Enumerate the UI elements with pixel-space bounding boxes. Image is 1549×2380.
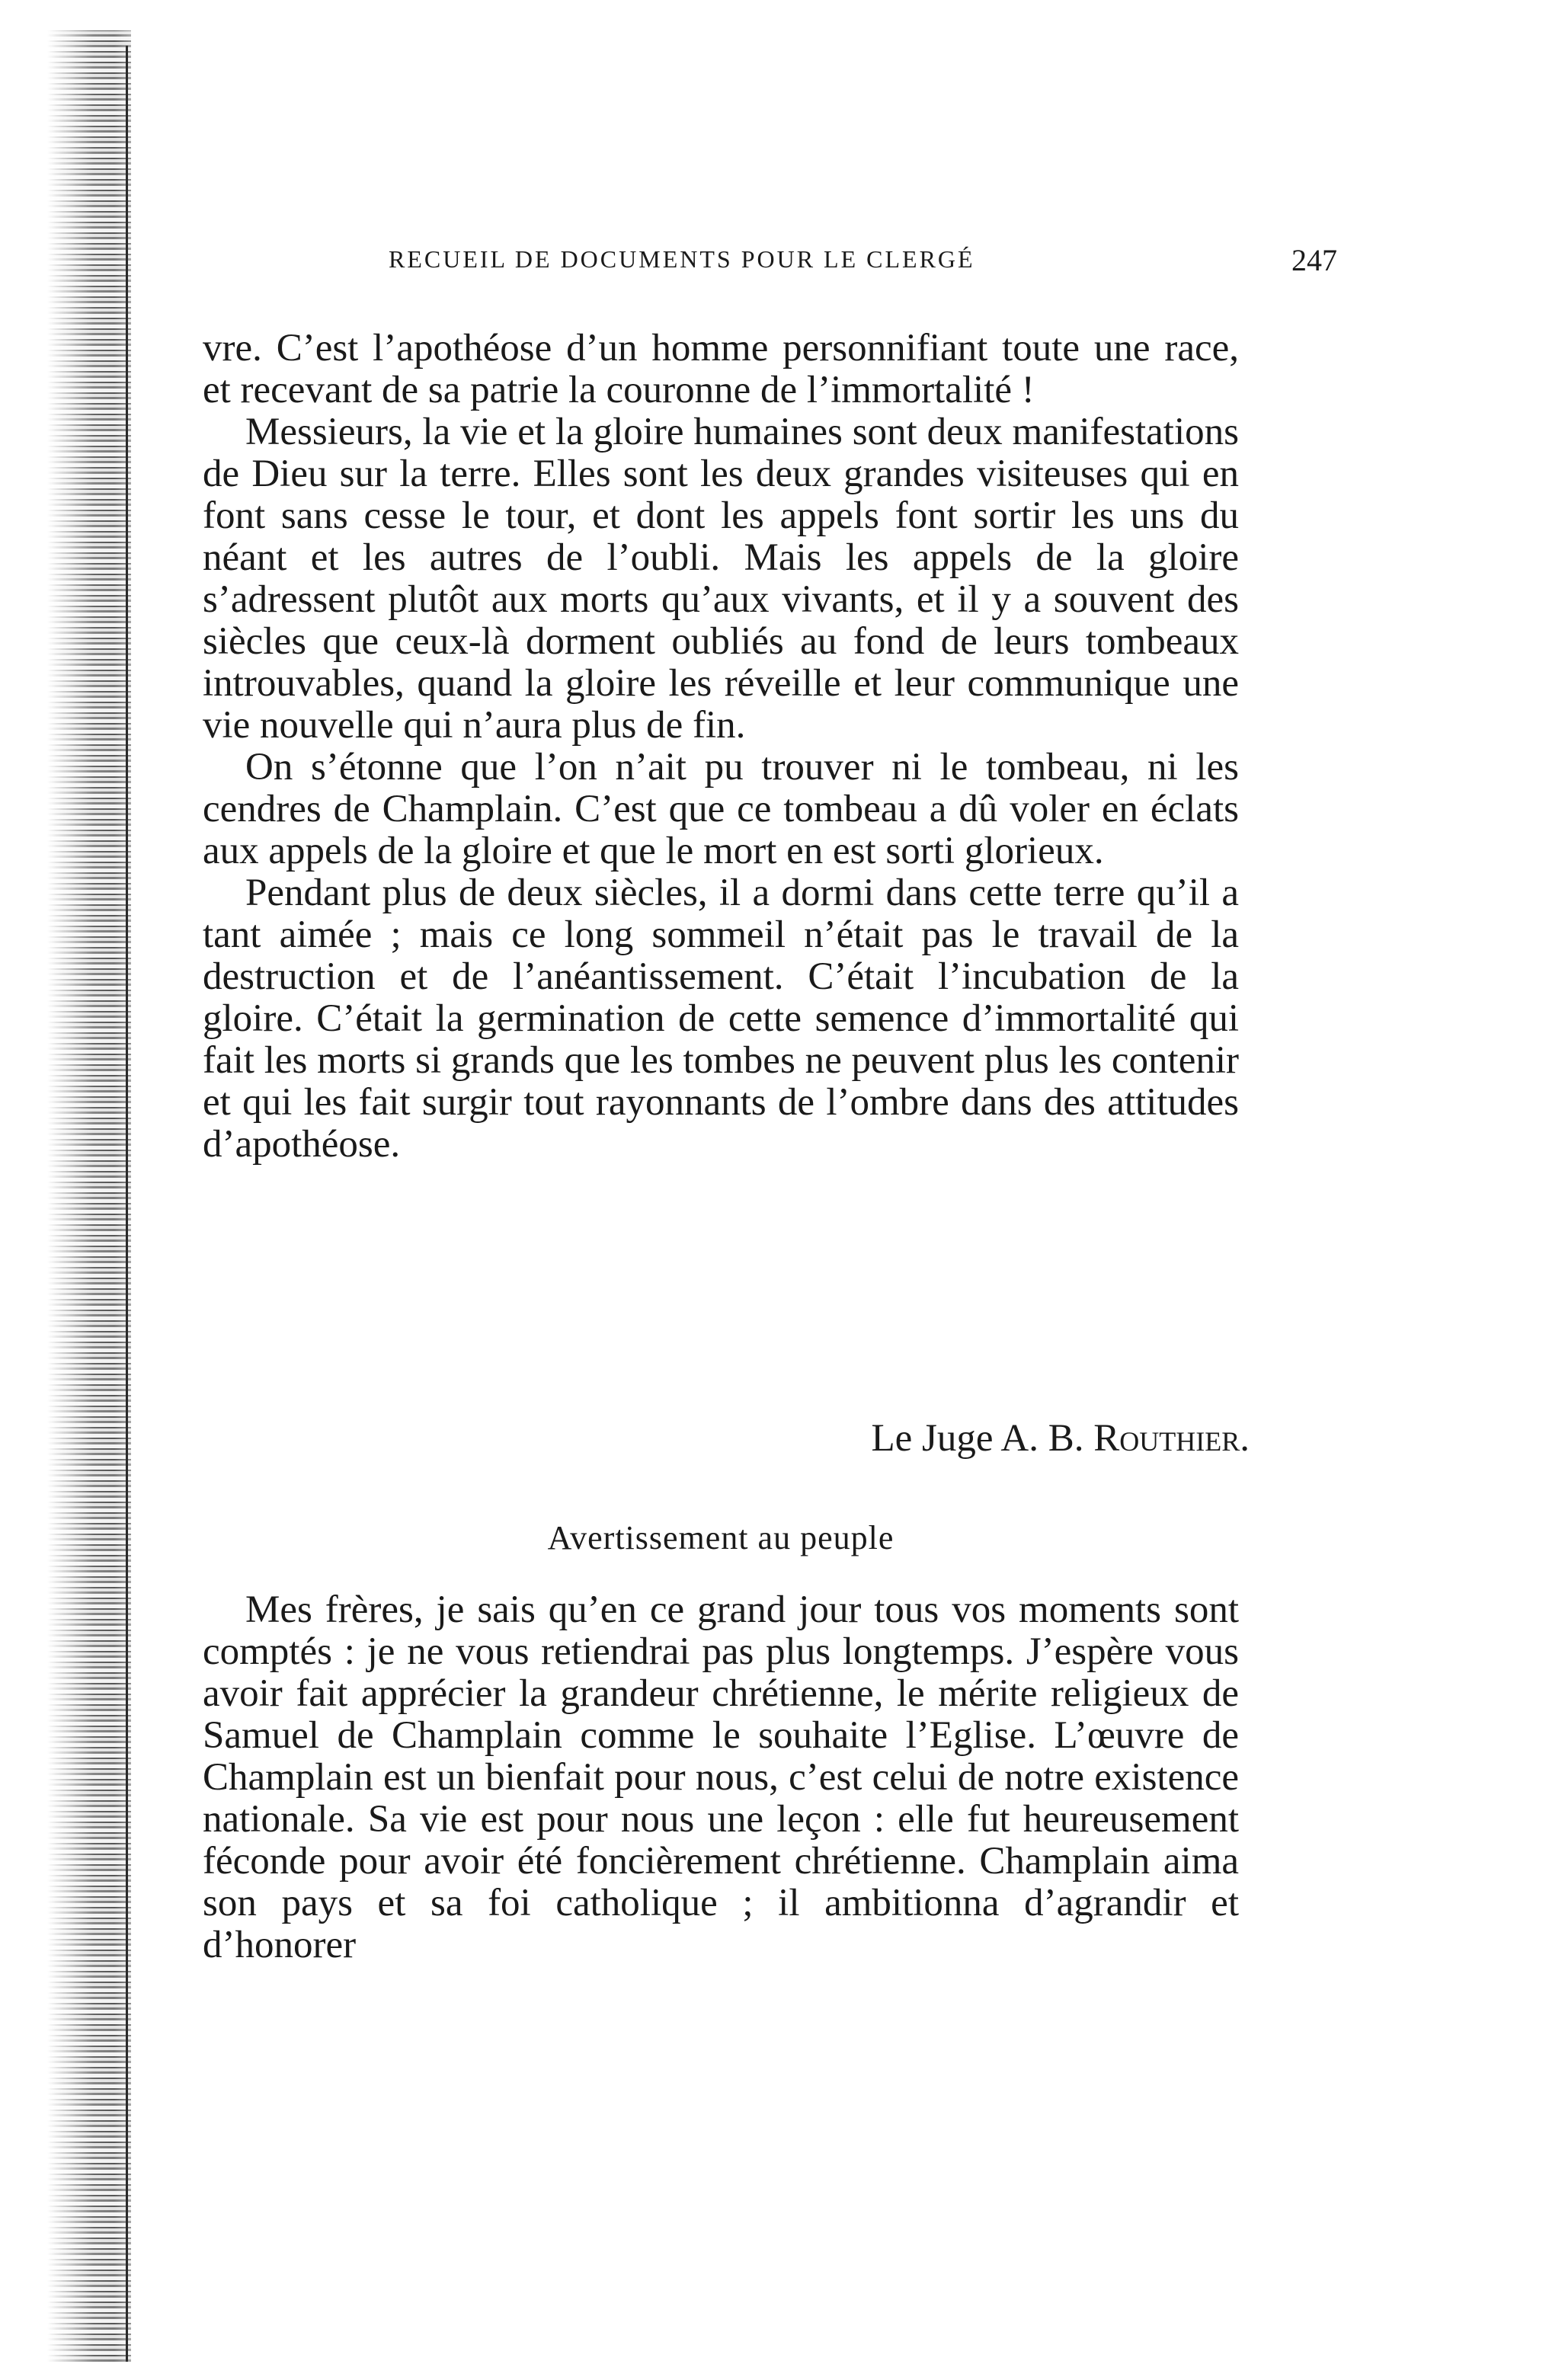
paragraph: Pendant plus de deux siècles, il a dormi dans cette terre qu’il a tant aimée ; mais ce long sommeil n’était pas le travail de la destruction et de l’anéantissement. C’était l’incubation de la gloire. C’était la germination de cette semence d’immortalité qui fait les morts si grands que les tombes ne peuvent plus les contenir et qui les fait surgir tout rayonnants de l’ombre dans des attitudes d’apothéose. <box>203 872 1239 1166</box>
paragraph-continuation: vre. C’est l’apothéose d’un homme personnifiant toute une race, et recevant de sa patrie la couronne de l’immortalité ! <box>203 327 1239 411</box>
signature-prefix: Le Juge A. B. <box>871 1417 1084 1460</box>
paragraph: Mes frères, je sais qu’en ce grand jour tous vos moments sont comptés : je ne vous retiendrai pas plus longtemps. J’espère vous avoir fait apprécier la grandeur chrétienne, le mérite religieux de Samuel de Champlain comme le souhaite l’Eglise. L’œuvre de Champlain est un bienfait pour nous, c’est celui de notre existence nationale. Sa vie est pour nous une leçon : elle fut heureusement féconde pour avoir été foncièrement chrétienne. Champlain aima son pays et sa foi catholique ; il ambitionna d’agrandir et d’honorer <box>203 1588 1239 1966</box>
signature-name: Routhier. <box>1093 1417 1250 1460</box>
section-heading: Avertissement au peuple <box>547 1519 895 1556</box>
paragraph: On s’étonne que l’on n’ait pu trouver ni le tombeau, ni les cendres de Champlain. C’est que ce tombeau a dû voler en éclats aux appels de la gloire et que le mort en est sorti glorieux. <box>203 746 1239 872</box>
page-number: 247 <box>1291 243 1337 277</box>
signature <box>724 1417 1250 1460</box>
page-border-line <box>126 46 128 2362</box>
section-1-body <box>203 328 1239 1166</box>
running-title: RECUEIL DE DOCUMENTS POUR LE CLERGÉ <box>389 245 975 273</box>
section-2-body <box>203 1589 1239 1966</box>
paragraph: Messieurs, la vie et la gloire humaines sont deux manifestations de Dieu sur la terre. Elles sont les deux grandes visiteuses qui en font sans cesse le tour, et dont les appels font sortir les uns du néant et les autres de l’oubli. Mais les appels de la gloire s’adressent plutôt aux morts qu’aux vivants, et il y a souvent des siècles que ceux-là dorment oubliés au fond de leurs tombeaux introuvables, quand la gloire les réveille et leur communique une vie nouvelle qui n’aura plus de fin. <box>203 411 1239 747</box>
page-header <box>389 245 1337 283</box>
scanned-page-edge <box>47 30 131 2362</box>
